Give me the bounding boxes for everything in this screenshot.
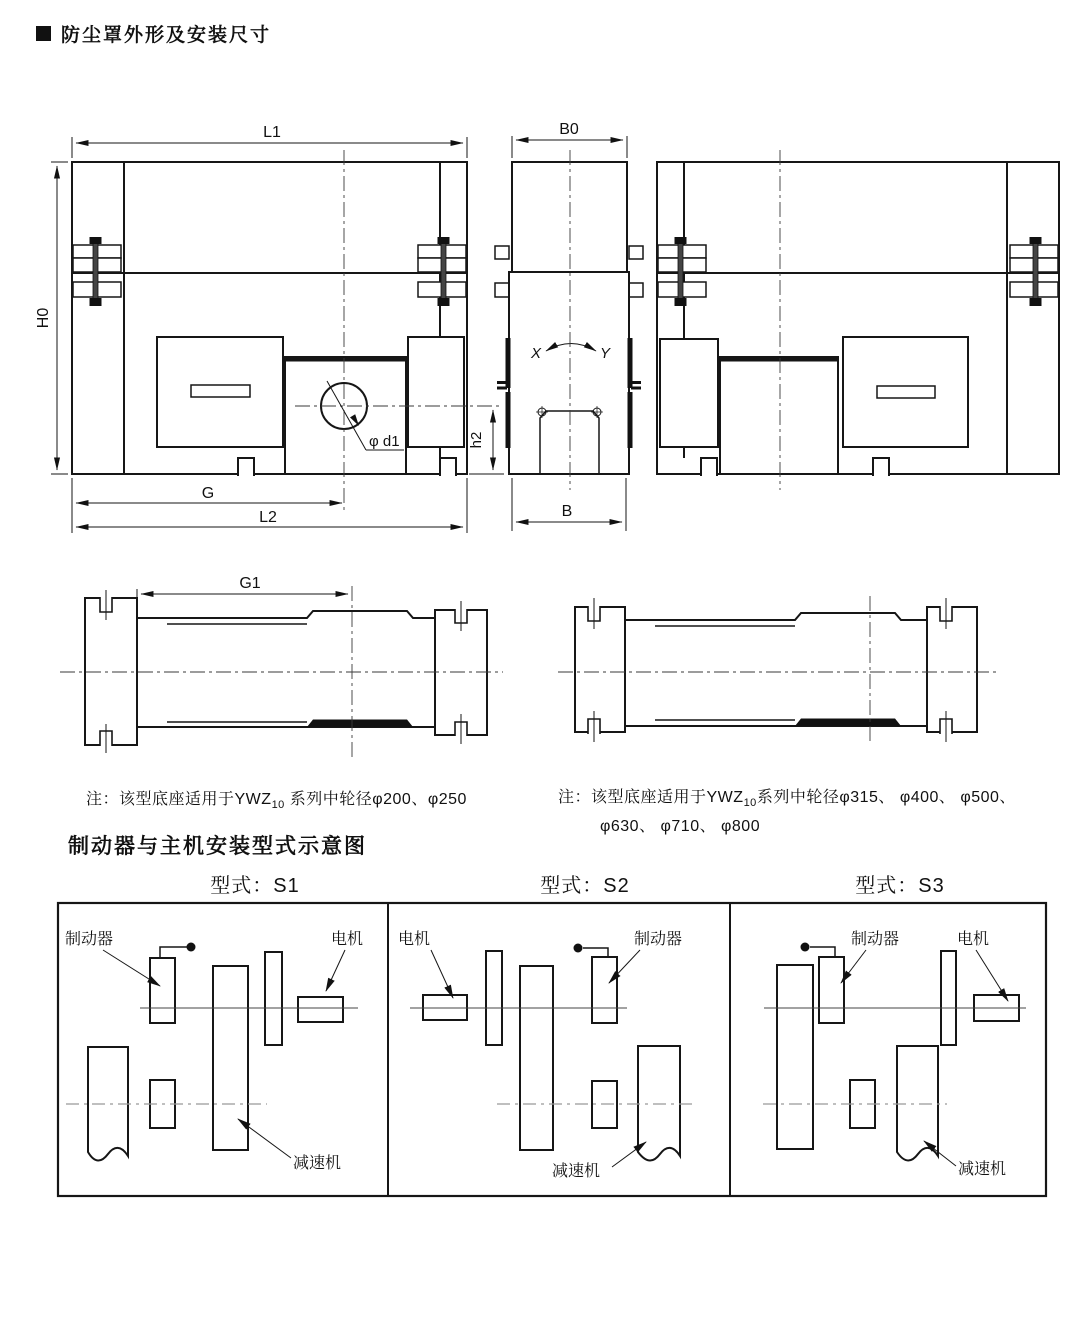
dim-B0: B0 (559, 121, 579, 138)
plan-view-small (60, 575, 503, 760)
dim-G: G (201, 485, 215, 502)
axis-label-x: X (530, 345, 542, 362)
rear-view (657, 150, 1059, 490)
brake-shoe-right (408, 337, 464, 447)
motor-label: 电机 (957, 931, 990, 948)
panel-title-s1: 型式：S1 (210, 875, 300, 897)
reducer-label: 减速机 (552, 1163, 601, 1180)
base-notch (238, 458, 254, 476)
axis-label-y: Y (599, 345, 611, 362)
brake-symbol (150, 958, 175, 1023)
release-knob (801, 943, 810, 952)
brake-label: 制动器 (634, 931, 683, 948)
clamp-bolt-left (658, 237, 706, 306)
motor-label: 电机 (398, 931, 431, 948)
clamp-bolt-left (73, 237, 121, 306)
reducer-label: 减速机 (958, 1161, 1007, 1178)
page-title-text: 防尘罩外形及安装尺寸 (61, 25, 272, 46)
dim-L2: L2 (259, 509, 277, 526)
release-knob (574, 944, 583, 953)
section-title: 制动器与主机安装型式示意图 (68, 835, 367, 858)
note-small-base: 注：该型底座适用于$YWZ_{10}$ 系列中轮径φ200、φ250 (86, 791, 467, 812)
dim-H0: H0 (35, 307, 52, 329)
front-view (72, 150, 501, 510)
dim-B: B (561, 503, 573, 520)
brake-label: 制动器 (65, 931, 114, 948)
release-knob (187, 943, 196, 952)
clamp-bolt-right (1010, 237, 1058, 306)
dim-phi-d1: φ d1 (369, 433, 400, 450)
reducer-shaft (897, 1046, 938, 1161)
base-notch (440, 458, 456, 476)
motor-symbol (298, 997, 343, 1022)
hub-block (285, 357, 406, 474)
motor-label: 电机 (331, 931, 364, 948)
clamp-bolt-right (418, 237, 466, 306)
reducer-label: 减速机 (293, 1155, 342, 1172)
brake-symbol (592, 957, 617, 1023)
brake-label: 制动器 (851, 931, 900, 948)
panel-title-s2: 型式：S2 (540, 875, 630, 897)
panel-title-s3: 型式：S3 (855, 875, 945, 897)
brake-shoe-left (157, 337, 283, 447)
installation-panels (58, 903, 1046, 1196)
brake-symbol (819, 957, 844, 1023)
dim-L1: L1 (263, 124, 281, 141)
dim-G1: G1 (239, 575, 261, 592)
note-large-base: 注：该型底座适用于$YWZ_{10}$系列中轮径φ315、 φ400、 φ500、 φ630、 φ710、 φ800 (558, 789, 1016, 836)
plan-view-large (558, 596, 996, 744)
dim-h2: h2 (468, 431, 485, 449)
side-view (495, 150, 643, 490)
